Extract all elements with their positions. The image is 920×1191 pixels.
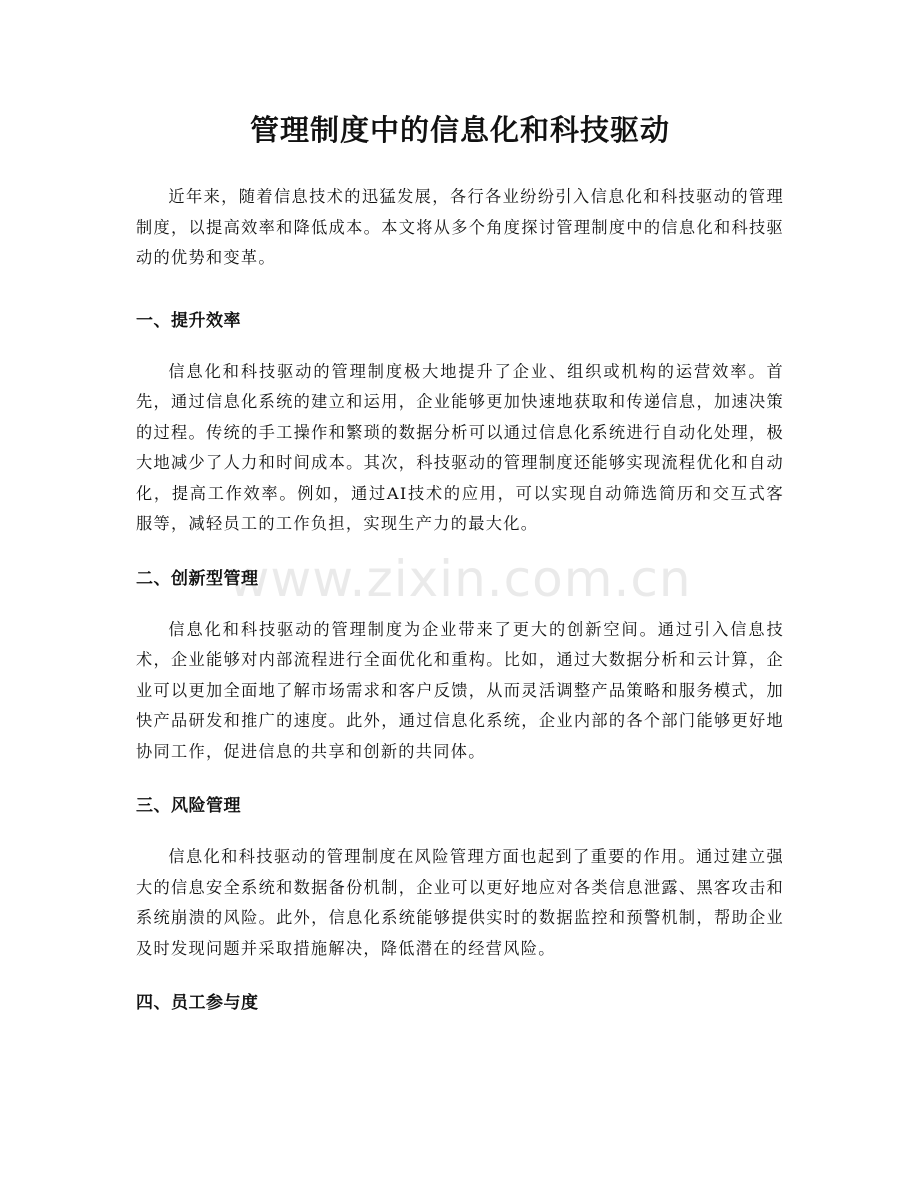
section-heading: 一、提升效率 bbox=[136, 310, 241, 331]
section-body: 信息化和科技驱动的管理制度在风险管理方面也起到了重要的作用。通过建立强大的信息安全系统和数据备份机制，企业可以更好地应对各类信息泄露、黑客攻击和系统崩溃的风险。此外，信息化系统能够提供实时的数据监控和预警机制，帮助企业及时发现问题并采取措施解决，降低潜在的经营风险。 bbox=[136, 847, 784, 958]
section-heading: 四、员工参与度 bbox=[136, 993, 259, 1013]
section-innovation bbox=[136, 566, 784, 768]
section-risk bbox=[136, 793, 784, 964]
section-efficiency bbox=[136, 308, 784, 540]
section-body: 信息化和科技驱动的管理制度极大地提升了企业、组织或机构的运营效率。首先，通过信息化系统的建立和运用，企业能够更加快速地获取和传递信息，加速决策的过程。传统的手工操作和繁琐的数据分析可以通过信息化系统进行自动化处理，极大地减少了人力和时间成本。其次，科技驱动的管理制度还能够实现流程优化和自动化，提高工作效率。例如，通过AI技术的应用，可以实现自动筛选简历和交互式客服等，减轻员工的工作负担，实现生产力的最大化。 bbox=[136, 361, 784, 533]
section-heading: 二、创新型管理 bbox=[136, 568, 259, 589]
section-engagement bbox=[136, 990, 784, 1016]
document-content bbox=[136, 100, 784, 1042]
intro-paragraph: 近年来，随着信息技术的迅猛发展，各行各业纷纷引入信息化和科技驱动的管理制度，以提高效率和降低成本。本文将从多个角度探讨管理制度中的信息化和科技驱动的优势和变革。 bbox=[136, 187, 784, 267]
document-title: 管理制度中的信息化和科技驱动 bbox=[249, 113, 670, 147]
section-heading: 三、风险管理 bbox=[136, 796, 241, 816]
watermark: www.zixin.com.cn bbox=[228, 550, 692, 608]
section-body: 信息化和科技驱动的管理制度为企业带来了更大的创新空间。通过引入信息技术，企业能够对内部流程进行全面优化和重构。比如，通过大数据分析和云计算，企业可以更加全面地了解市场需求和客户反馈，从而灵活调整产品策略和服务模式，加快产品研发和推广的速度。此外，通过信息化系统，企业内部的各个部门能够更好地协同工作，促进信息的共享和创新的共同体。 bbox=[136, 619, 784, 761]
